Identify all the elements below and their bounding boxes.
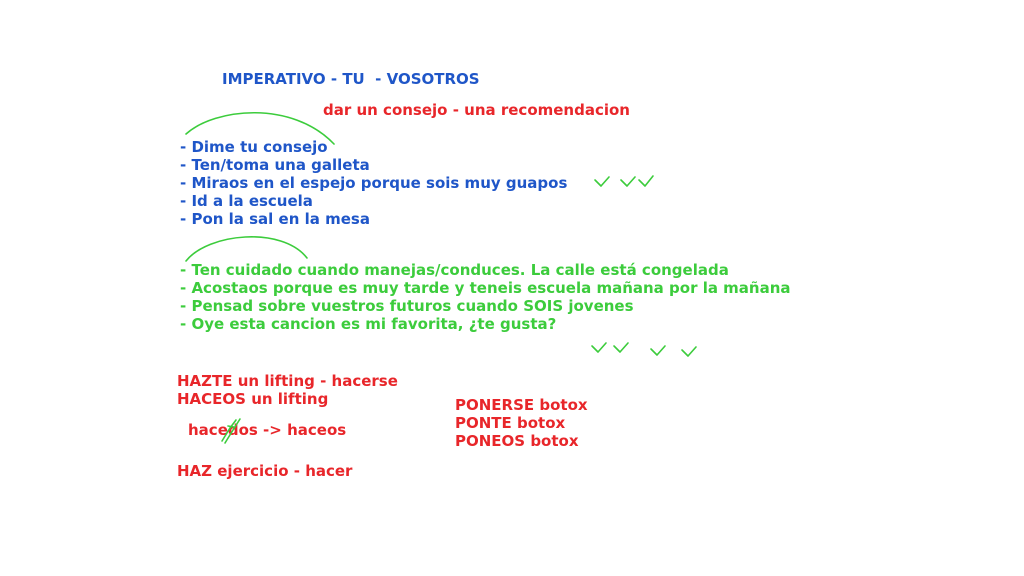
check-mark-icon	[621, 177, 635, 186]
note-haceos: HACEOS un lifting	[177, 390, 329, 408]
list-item: - Pensad sobre vuestros futuros cuando SOIS jovenes	[180, 297, 634, 315]
check-mark-icon	[639, 176, 653, 186]
note-poneos: PONEOS botox	[455, 432, 579, 450]
list-item: - Dime tu consejo	[180, 138, 328, 156]
note-hazte: HAZTE un lifting - hacerse	[177, 372, 398, 390]
list-item: - Id a la escuela	[180, 192, 313, 210]
list-item: - Acostaos porque es muy tarde y teneis escuela mañana por la mañana	[180, 279, 791, 297]
page-title: IMPERATIVO - TU - VOSOTROS	[222, 70, 480, 88]
note-haz: HAZ ejercicio - hacer	[177, 462, 353, 480]
list-item: - Miraos en el espejo porque sois muy guapos	[180, 174, 568, 192]
check-mark-icon	[651, 346, 665, 355]
list-item: - Ten cuidado cuando manejas/conduces. La calle está congelada	[180, 261, 729, 279]
page-subtitle: dar un consejo - una recomendacion	[323, 101, 630, 119]
check-mark-icon	[592, 343, 606, 352]
arc-annotation	[186, 237, 307, 261]
check-mark-icon	[614, 343, 628, 352]
note-ponte: PONTE botox	[455, 414, 566, 432]
check-mark-icon	[595, 177, 609, 186]
check-mark-icon	[682, 347, 696, 356]
list-item: - Pon la sal en la mesa	[180, 210, 370, 228]
note-ponerse: PONERSE botox	[455, 396, 588, 414]
list-item: - Oye esta cancion es mi favorita, ¿te gusta?	[180, 315, 557, 333]
note-correction: hacedos -> haceos	[188, 421, 347, 439]
list-item: - Ten/toma una galleta	[180, 156, 370, 174]
